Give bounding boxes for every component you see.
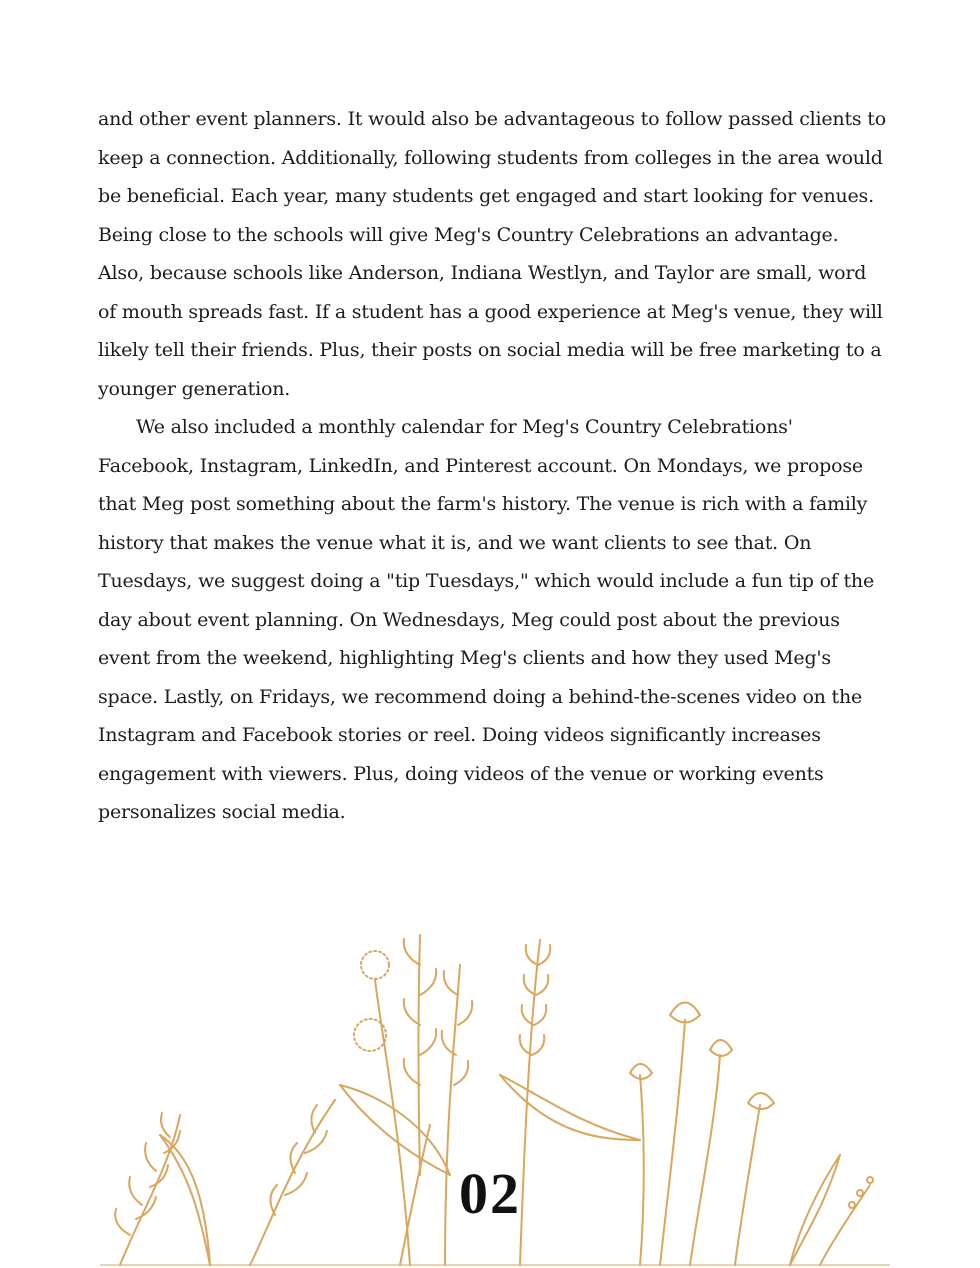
paragraph-1: and other event planners. It would also be advantageous to follow passed clients to keep a connection. Additionally, following students from colleges in the area would be beneficial. Each year, many students get engaged and start looking for venues. Being close to the schools will give Meg's Country Celebrations an advantage. Also, because schools like Anderson, Indiana Westlyn, and Taylor are small, word of mouth spreads fast. If a student has a good experience at Meg's venue, they will likely tell their friends. Plus, their posts on social media will be free marketing to a younger generation. bbox=[98, 108, 886, 400]
body-text bbox=[98, 100, 888, 832]
paragraph-2: We also included a monthly calendar for Meg's Country Celebrations' Facebook, Instagram, LinkedIn, and Pinterest account. On Mondays, we propose that Meg post something about the farm's history. The venue is rich with a family history that makes the venue what it is, and we want clients to see that. On Tuesdays, we suggest doing a "tip Tuesdays," which would include a fun tip of the day about event planning. On Wednesdays, Meg could post about the previous event from the weekend, highlighting Meg's clients and how they used Meg's space. Lastly, on Fridays, we recommend doing a behind-the-scenes video on the Instagram and Facebook stories or reel. Doing videos significantly increases engagement with viewers. Plus, doing videos of the venue or working events personalizes social media. bbox=[98, 416, 875, 823]
page-number: 02 bbox=[459, 1161, 521, 1226]
